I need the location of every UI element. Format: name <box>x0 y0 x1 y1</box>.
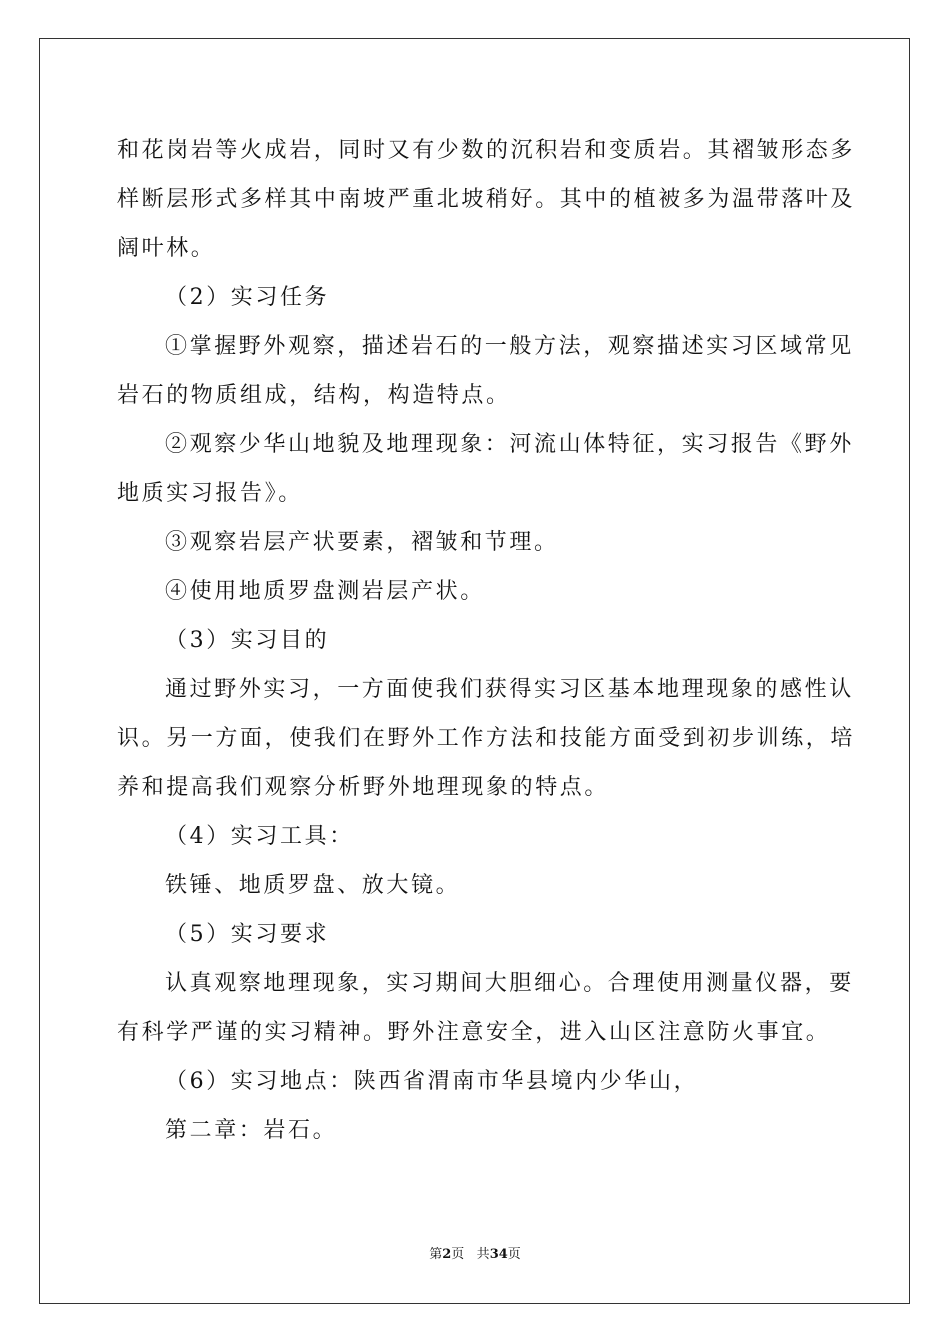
section-heading: （4）实习工具： <box>165 824 354 849</box>
footer-total-suffix: 页 <box>507 1247 521 1262</box>
text-line: 认真观察地理现象，实习期间大胆细心。合理使用测量仪器，要 <box>165 971 854 996</box>
text-line: 通过野外实习，一方面使我们获得实习区基本地理现象的感性认 <box>165 677 854 702</box>
text-line: ④使用地质罗盘测岩层产状。 <box>165 579 485 604</box>
page-footer <box>0 1243 950 1262</box>
text-line: 岩石的物质组成，结构，构造特点。 <box>117 383 511 408</box>
section-heading: （2）实习任务 <box>165 285 330 310</box>
footer-page-prefix: 第 <box>429 1247 443 1262</box>
text-line: 和花岗岩等火成岩，同时又有少数的沉积岩和变质岩。其褶皱形态多 <box>117 138 856 163</box>
text-line: 识。另一方面，使我们在野外工作方法和技能方面受到初步训练，培 <box>117 726 856 751</box>
footer-page-suffix: 页 <box>451 1247 465 1262</box>
text-line: 养和提高我们观察分析野外地理现象的特点。 <box>117 775 610 800</box>
text-line: ①掌握野外观察，描述岩石的一般方法，观察描述实习区域常见 <box>165 334 854 359</box>
section-heading: （6）实习地点：陕西省渭南市华县境内少华山， <box>165 1069 699 1094</box>
section-heading: （3）实习目的 <box>165 628 330 653</box>
footer-total-prefix: 共 <box>476 1247 490 1262</box>
section-heading: （5）实习要求 <box>165 922 330 947</box>
footer-page-number: 2 <box>442 1247 452 1262</box>
text-line: 铁锤、地质罗盘、放大镜。 <box>165 873 461 898</box>
text-line: ②观察少华山地貌及地理现象：河流山体特征，实习报告《野外 <box>165 432 854 457</box>
chapter-heading: 第二章：岩石。 <box>165 1118 338 1143</box>
document-body <box>117 126 856 1155</box>
text-line: ③观察岩层产状要素，褶皱和节理。 <box>165 530 559 555</box>
text-line: 阔叶林。 <box>117 236 216 261</box>
text-line: 样断层形式多样其中南坡严重北坡稍好。其中的植被多为温带落叶及 <box>117 187 856 212</box>
text-line: 地质实习报告》。 <box>117 481 303 506</box>
footer-total-pages: 34 <box>489 1247 508 1262</box>
text-line: 有科学严谨的实习精神。野外注意安全，进入山区注意防火事宜。 <box>117 1020 831 1045</box>
